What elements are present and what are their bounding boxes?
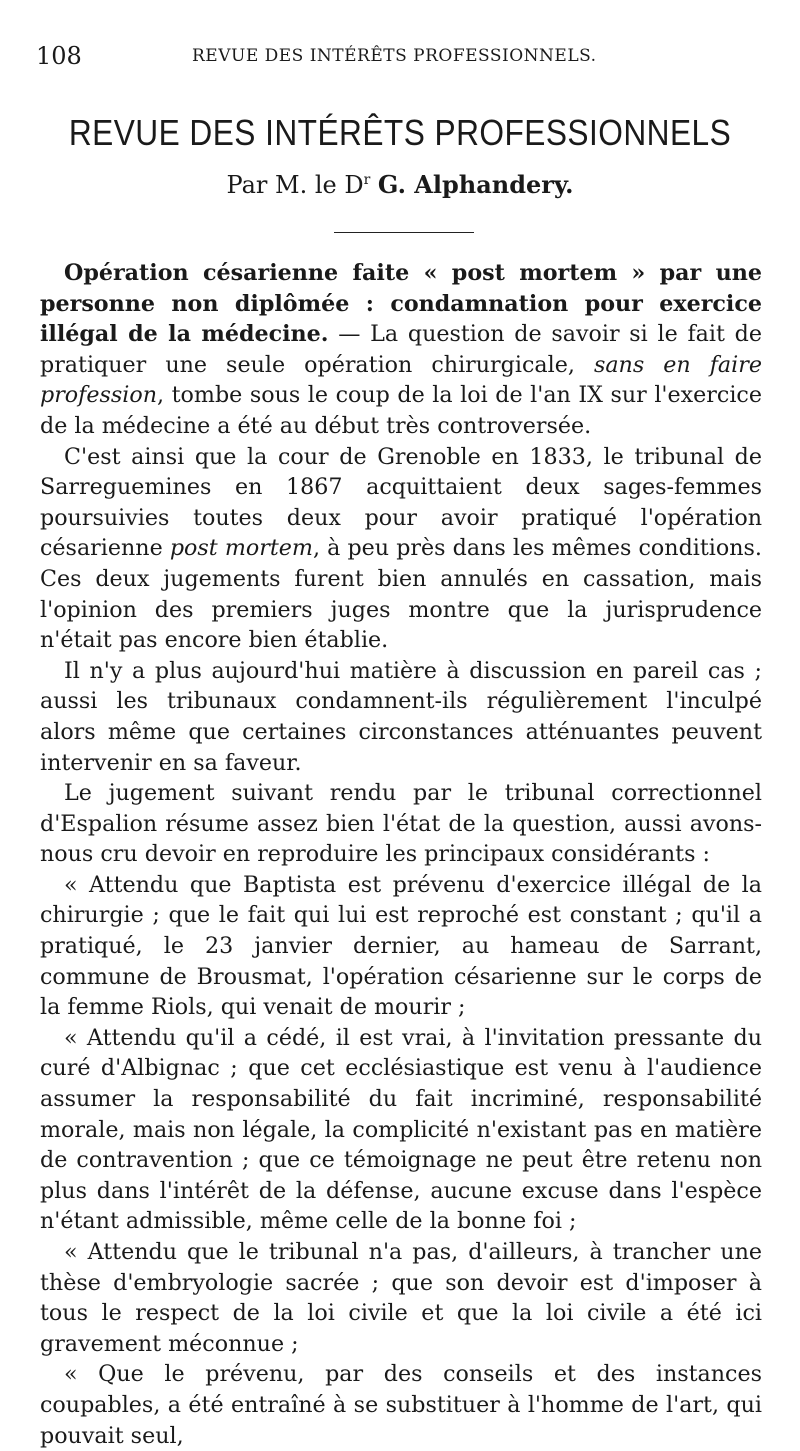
quote-considerant-4: « Que le prévenu, par des conseils et des instances coupables, a été entraîné à se substituer à l'homme de l'art, qui pouvait seul, [40, 1361, 762, 1449]
quote-considerant-3: « Attendu que le tribunal n'a pas, d'ailleurs, à trancher une thèse d'embryologie sacrée ; que son devoir est d'imposer à tous le respect de la loi civile et que la loi civile a été ici gravement méconnue ; [40, 1239, 762, 1357]
page-number: 108 [36, 42, 82, 70]
byline [0, 170, 800, 199]
paragraph-intro [40, 258, 762, 442]
paragraph-precedents [40, 442, 762, 656]
byline-superscript: r [363, 172, 371, 188]
running-header [36, 42, 776, 72]
paragraph-current-law: Il n'y a plus aujourd'hui matière à discussion en pareil cas ; aussi les tribunaux condamnent-ils régulièrement l'inculpé alors même que certaines circonstances atténuantes peuvent intervenir en sa faveur. [40, 657, 762, 776]
paragraph-judgment-intro: Le jugement suivant rendu par le tribunal correctionnel d'Espalion résume assez bien l'état de la question, aussi avons-nous cru devoir en reproduire les principaux considérants : [40, 780, 762, 868]
p2-text-2: , à peu près dans les mêmes conditions. Ces deux jugements furent bien annulés en cassation, mais l'opinion des premiers juges montre que la jurisprudence n'était pas encore bien établie. [40, 535, 762, 654]
intro-text-2: , tombe sous le coup de la loi de l'an IX sur l'exercice de la médecine a été au début très controversée. [40, 382, 762, 439]
article-body [40, 258, 762, 1451]
p2-emphasis: post mortem [169, 535, 313, 562]
article-heading: Opération césarienne faite « post mortem » par une personne non diplômée : condamnation pour exercice illégal de la médecine. [40, 260, 762, 348]
intro-text-1: — La question de savoir si le fait de pratiquer une seule opération chirurgicale, [40, 321, 762, 378]
title-divider [334, 232, 474, 233]
author-name: G. Alphandery. [377, 170, 574, 199]
quote-considerant-1: « Attendu que Baptista est prévenu d'exercice illégal de la chirurgie ; que le fait qui lui est reproché est constant ; qu'il a pratiqué, le 23 janvier dernier, au hameau de Sarrant, commune de Brousmat, l'opération césarienne sur le corps de la femme Riols, qui venait de mourir ; [40, 871, 762, 1021]
byline-prefix: Par M. le D [226, 171, 364, 199]
p2-text-1: C'est ainsi que la cour de Grenoble en 1833, le tribunal de Sarreguemines en 1867 acquittaient deux sages-femmes poursuivies toutes deux pour avoir pratiqué l'opération césarienne [40, 443, 762, 562]
quote-considerant-2: « Attendu qu'il a cédé, il est vrai, à l'invitation pressante du curé d'Albignac ; que cet ecclésiastique est venu à l'audience assumer la responsabilité du fait incriminé, responsabilité morale, mais non légale, la complicité n'existant pas en matière de contravention ; que ce témoignage ne peut être retenu non plus dans l'intérêt de la défense, aucune excuse dans l'espèce n'étant admissible, même celle de la bonne foi ; [40, 1024, 762, 1235]
intro-emphasis: sans en faire profession [40, 351, 762, 409]
running-title: REVUE DES INTÉRÊTS PROFESSIONNELS. [192, 46, 597, 66]
section-title: REVUE DES INTÉRÊTS PROFESSIONNELS [68, 112, 732, 153]
